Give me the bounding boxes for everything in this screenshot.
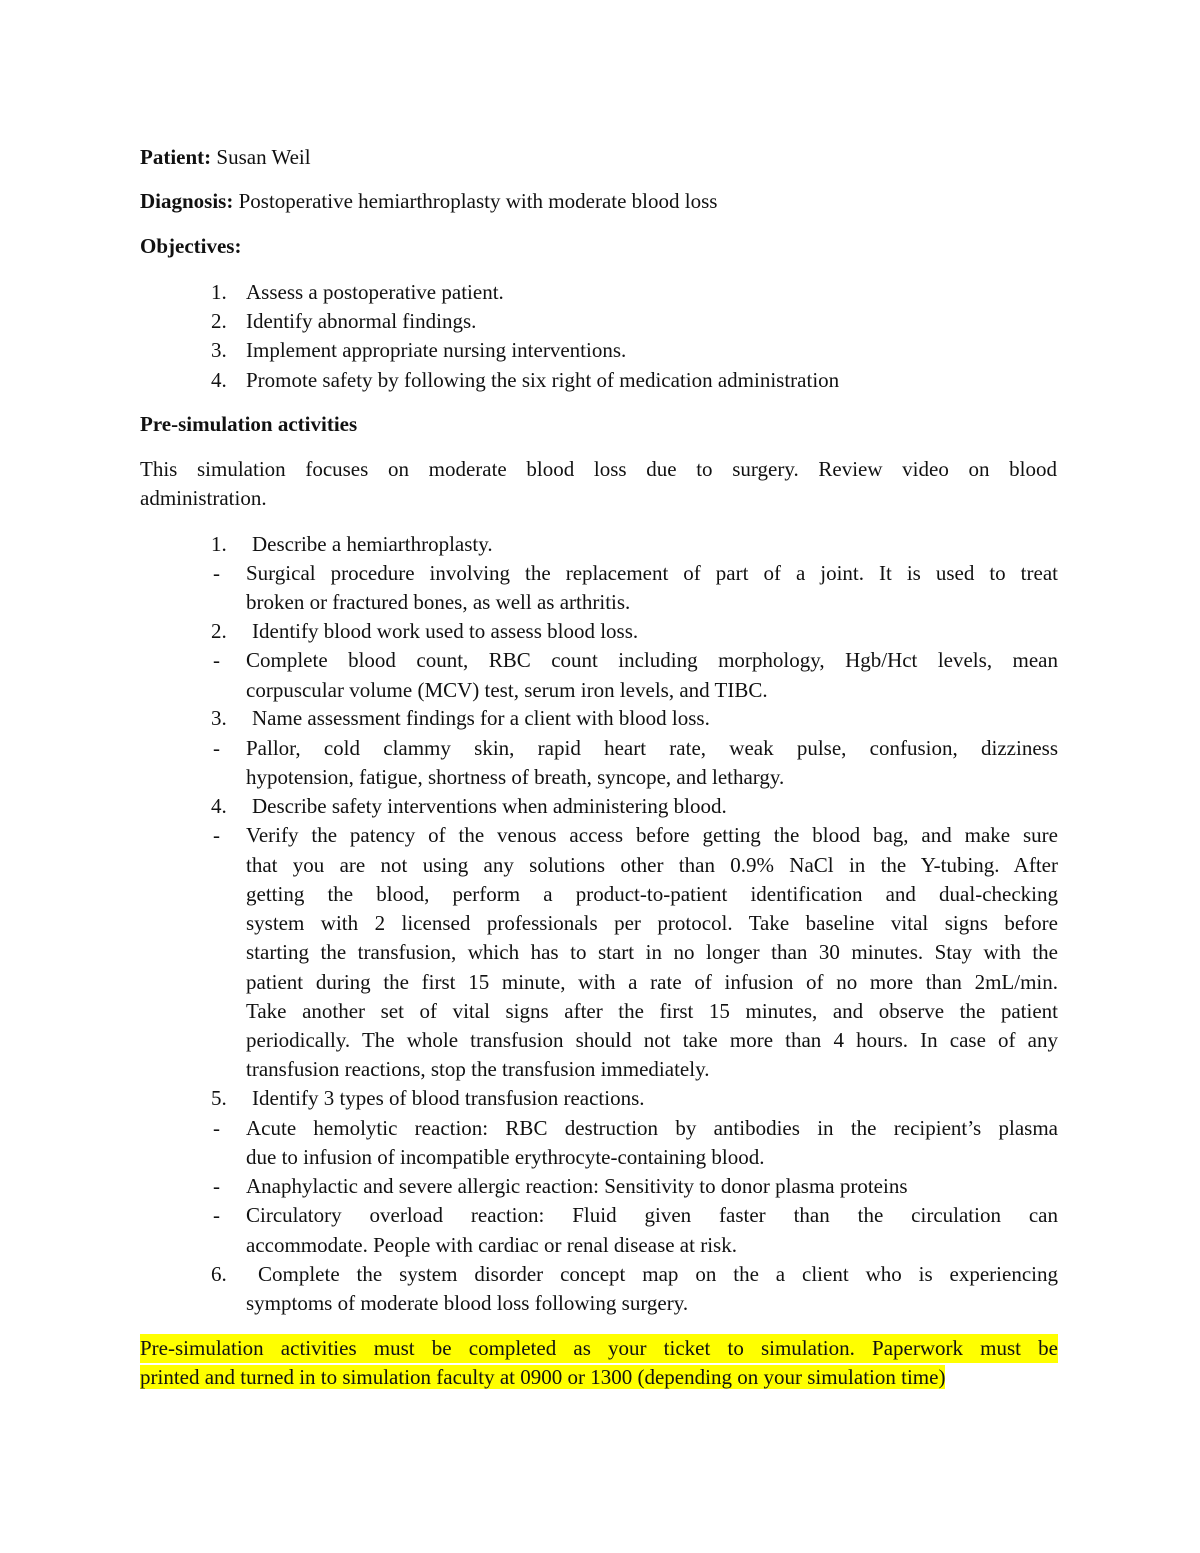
question-number: 6. [211, 1262, 227, 1286]
answer-line: Surgical procedure involving the replacement of part of a joint. It is used to treat [246, 561, 1058, 585]
answer-line: accommodate. People with cardiac or renal disease at risk. [246, 1233, 737, 1257]
answer-dash: - [213, 1116, 220, 1140]
answer-line: Pallor, cold clammy skin, rapid heart rate, weak pulse, confusion, dizziness [246, 736, 1058, 760]
answer-line: Circulatory overload reaction: Fluid given faster than the circulation can [246, 1203, 1058, 1227]
answer-line: periodically. The whole transfusion should not take more than 4 hours. In case of any [246, 1028, 1058, 1052]
answer-line: Verify the patency of the venous access before getting the blood bag, and make sure [246, 823, 1058, 847]
answer-line: starting the transfusion, which has to start in no longer than 30 minutes. Stay with the [246, 940, 1058, 964]
answer-dash: - [213, 823, 220, 847]
question-number: 5. [211, 1086, 227, 1110]
list-item: Identify abnormal findings. [246, 309, 477, 333]
objectives-heading: Objectives: [140, 234, 242, 258]
answer-line: Anaphylactic and severe allergic reaction: Sensitivity to donor plasma proteins [246, 1174, 908, 1198]
answer-line: due to infusion of incompatible erythrocyte-containing blood. [246, 1145, 765, 1169]
answer-line: that you are not using any solutions other than 0.9% NaCl in the Y-tubing. After [246, 853, 1058, 877]
question-number: 1. [211, 532, 227, 556]
question-text: Complete the system disorder concept map on the a client who is experiencing [258, 1262, 1058, 1286]
question-number: 4. [211, 794, 227, 818]
intro-paragraph-line: This simulation focuses on moderate blood loss due to surgery. Review video on blood [140, 457, 1057, 481]
question-text: symptoms of moderate blood loss following surgery. [246, 1291, 689, 1315]
question-text: Identify blood work used to assess blood loss. [252, 619, 639, 643]
question-text: Describe a hemiarthroplasty. [252, 532, 493, 556]
list-item-number: 1. [211, 280, 227, 304]
presim-heading: Pre-simulation activities [140, 412, 358, 436]
answer-dash: - [213, 561, 220, 585]
list-item-number: 4. [211, 368, 227, 392]
list-item: Assess a postoperative patient. [246, 280, 504, 304]
intro-paragraph-line: administration. [140, 486, 267, 510]
answer-line: getting the blood, perform a product-to-patient identification and dual-checking [246, 882, 1058, 906]
list-item: Promote safety by following the six right of medication administration [246, 368, 840, 392]
list-item-number: 2. [211, 309, 227, 333]
list-item-number: 3. [211, 338, 227, 362]
question-text: Name assessment findings for a client with blood loss. [252, 706, 710, 730]
diagnosis-line: Diagnosis: Postoperative hemiarthroplasty with moderate blood loss [140, 189, 718, 213]
patient-line: Patient: Susan Weil [140, 145, 311, 169]
answer-line: Acute hemolytic reaction: RBC destruction by antibodies in the recipient’s plasma [246, 1116, 1058, 1140]
answer-dash: - [213, 1203, 220, 1227]
question-number: 3. [211, 706, 227, 730]
answer-line: Complete blood count, RBC count including morphology, Hgb/Hct levels, mean [246, 648, 1058, 672]
answer-line: corpuscular volume (MCV) test, serum iron levels, and TIBC. [246, 678, 768, 702]
answer-line: Take another set of vital signs after the first 15 minutes, and observe the patient [246, 999, 1058, 1023]
question-text: Identify 3 types of blood transfusion reactions. [252, 1086, 645, 1110]
answer-line: transfusion reactions, stop the transfusion immediately. [246, 1057, 710, 1081]
answer-line: broken or fractured bones, as well as arthritis. [246, 590, 631, 614]
answer-dash: - [213, 1174, 220, 1198]
answer-dash: - [213, 736, 220, 760]
answer-dash: - [213, 648, 220, 672]
highlighted-notice-line: Pre-simulation activities must be completed as your ticket to simulation. Paperwork must be [140, 1334, 1058, 1363]
question-number: 2. [211, 619, 227, 643]
question-text: Describe safety interventions when administering blood. [252, 794, 727, 818]
answer-line: patient during the first 15 minute, with a rate of infusion of no more than 2mL/min. [246, 970, 1058, 994]
highlighted-notice-line: printed and turned in to simulation faculty at 0900 or 1300 (depending on your simulation time) [140, 1365, 946, 1389]
answer-line: hypotension, fatigue, shortness of breath, syncope, and lethargy. [246, 765, 785, 789]
answer-line: system with 2 licensed professionals per protocol. Take baseline vital signs before [246, 911, 1058, 935]
list-item: Implement appropriate nursing interventions. [246, 338, 627, 362]
